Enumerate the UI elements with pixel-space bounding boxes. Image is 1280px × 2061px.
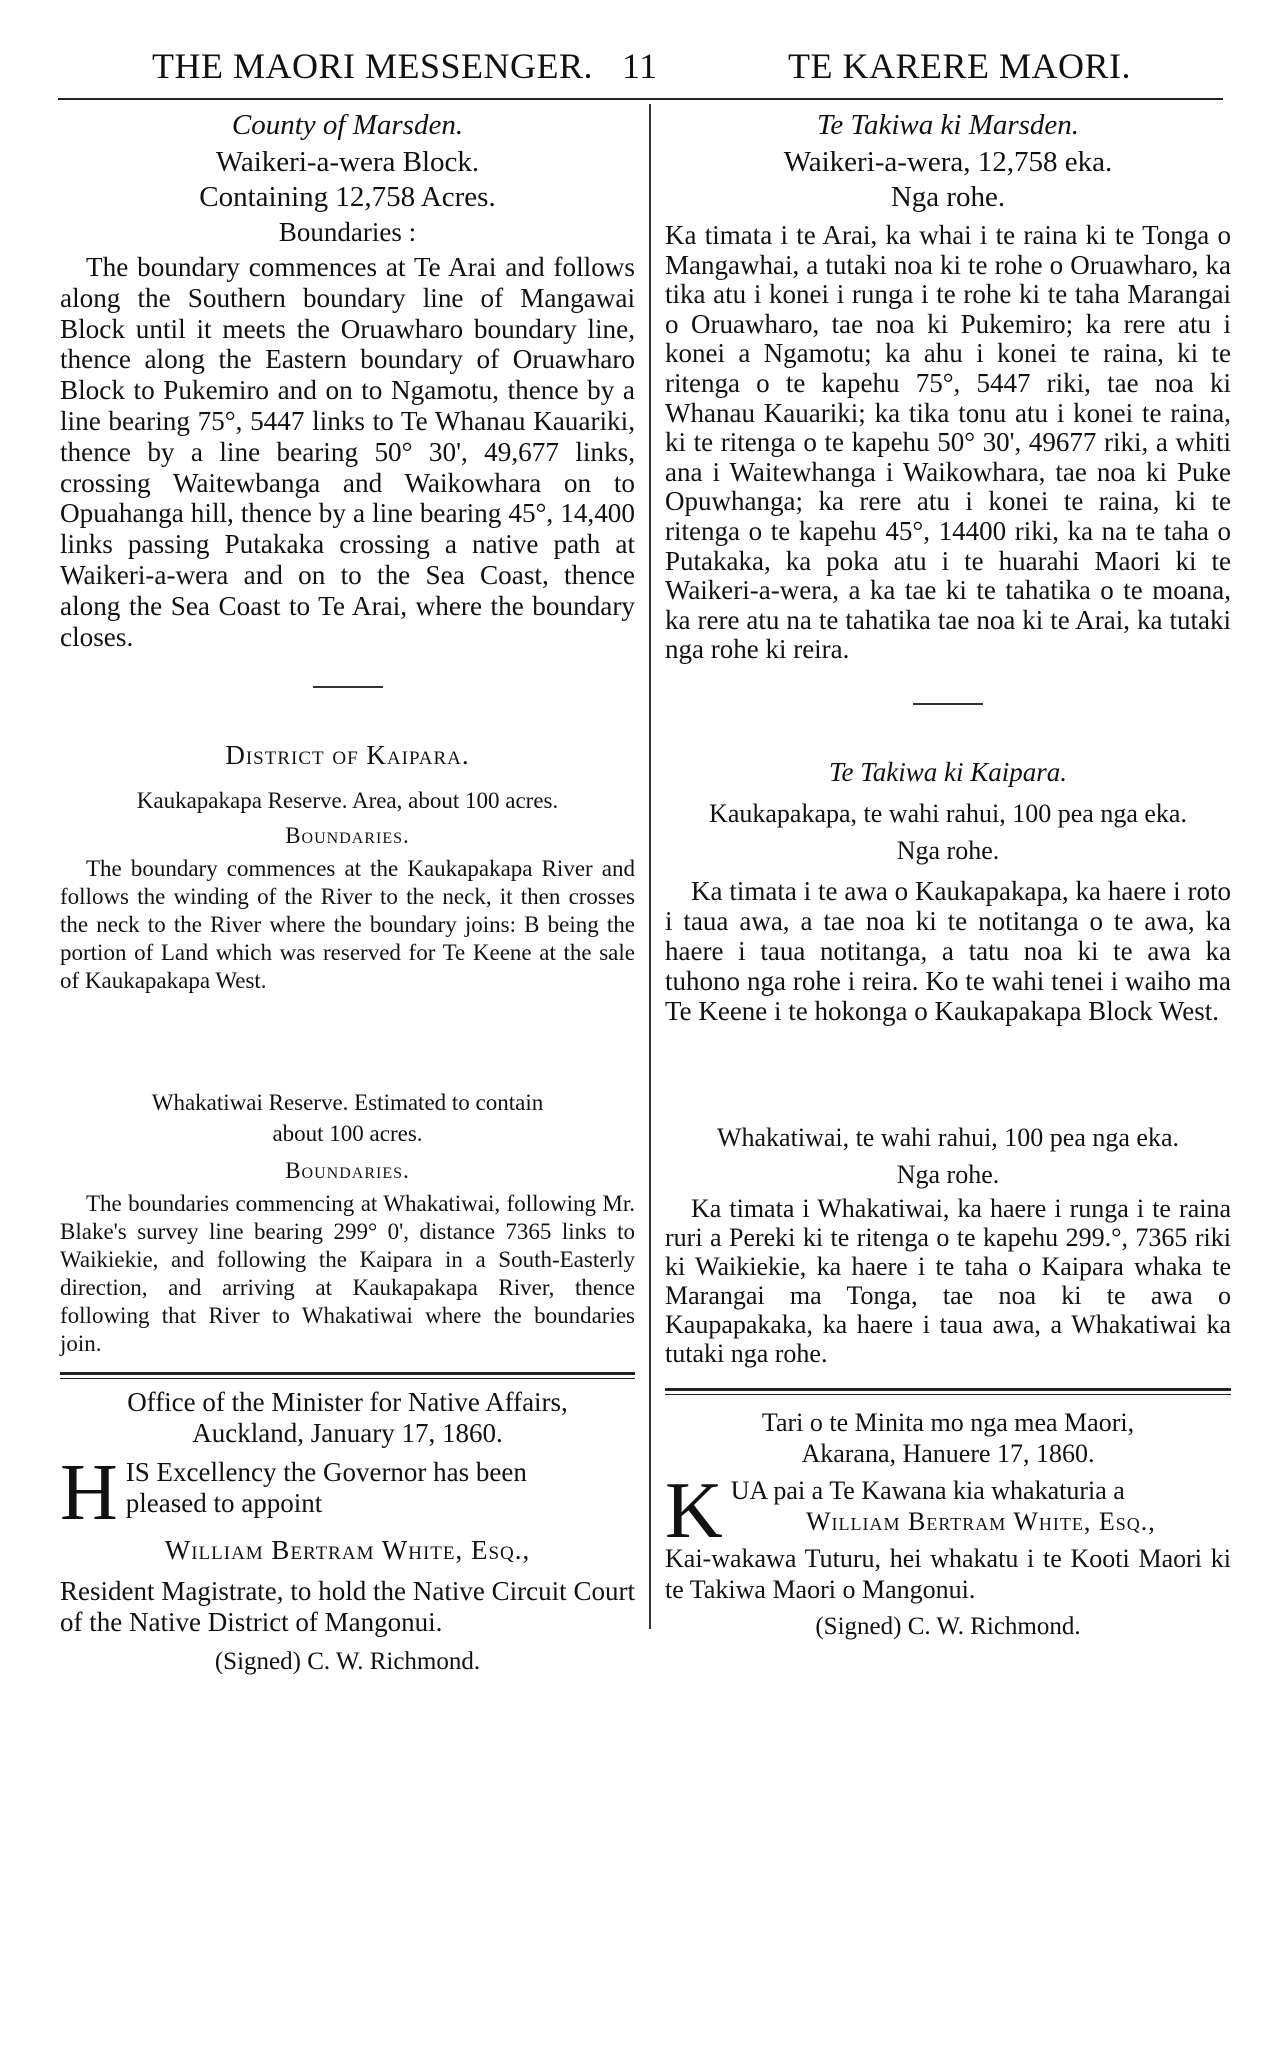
kaipara-reserve-line: Kaukapakapa Reserve. Area, about 100 acres. <box>136 788 559 814</box>
kaipara-body: The boundary commences at the Kaukapakapa River and follows the winding of the River to the neck, it then crosses the neck to the River where the boundary joins: B being the portion of Land which was reserved for Te Keene at the sale of Kaukapakapa West. <box>60 856 635 994</box>
marsden-boundaries-label-maori: Nga rohe. <box>890 181 1006 213</box>
marsden-boundaries-label: Boundaries : <box>278 217 417 247</box>
whakatiwai-boundaries-label-maori: Nga rohe. <box>896 1159 1000 1189</box>
marsden-body: The boundary commences at Te Arai and follows along the Southern boundary line of Mangawai Block until it meets the Oruawharo boundary line, thence along the Eastern boundary of Oruawharo Block to Pukemiro and on to Ngamotu, thence by a line bearing 75°, 5447 links to Te Whanau Kauariki, thence by a line bearing 50° 30', 49,677 links, crossing Waitewbanga and Waikowhara on to Opuahanga hill, thence by a line bearing 45°, 14,400 links passing Putakaka crossing a native path at Waikeri-a-wera and on to the Sea Coast, thence along the Sea Coast to Te Arai, where the boundary closes. <box>60 252 635 652</box>
marsden-containing: Containing 12,758 Acres. <box>199 181 496 213</box>
whakatiwai-body-maori: Ka timata i Whakatiwai, ka haere i runga i te raina ruri a Pereki ki te ritenga o te kapehu 299.°, 7365 riki ki Waikiekie, ka haere i te taha o Kaipara whaka te Marangai ma Tonga, tae noa ki te awa o Kaupapakaka, ka haere i taua awa, a Whakatiwai ka tutaki nga rohe. <box>665 1193 1231 1368</box>
office-body-1: IS Excellency the Governor has been <box>125 1457 527 1488</box>
office-line-1-maori: Tari o te Minita mo nga mea Maori, <box>761 1407 1135 1437</box>
right-column <box>665 110 1231 1642</box>
spacer <box>313 1033 383 1035</box>
kaipara-body-maori: Ka timata i te awa o Kaukapakapa, ka haere i roto i taua awa, a tae noa ki te notitanga o te awa, ka haere i taua notitanga, a tatu noa ki te awa ka tuhono nga rohe i reira. Ko te wahi tenei i waiho ma Te Keene i te hokonga o Kaukapakapa Block West. <box>665 875 1231 1026</box>
whakatiwai-boundaries-label: Boundaries. <box>285 1158 410 1184</box>
office-signature-maori: (Signed) C. W. Richmond. <box>815 1612 1081 1640</box>
whakatiwai-reserve-line-maori: Whakatiwai, te wahi rahui, 100 pea nga eka. <box>716 1122 1180 1152</box>
office-line-2-maori: Akarana, Hanuere 17, 1860. <box>801 1438 1095 1468</box>
whakatiwai-reserve-line-2: about 100 acres. <box>272 1121 423 1147</box>
marsden-block: Waikeri-a-wera Block. <box>215 146 480 178</box>
marsden-block-maori: Waikeri-a-wera, 12,758 eka. <box>783 146 1113 178</box>
kaipara-heading: District of Kaipara. <box>225 740 470 771</box>
masthead-english: THE MAORI MESSENGER. <box>152 46 594 86</box>
kaipara-reserve-line-maori: Kaukapakapa, te wahi rahui, 100 pea nga eka. <box>709 798 1187 828</box>
section-double-rule <box>60 1372 635 1379</box>
office-line-2: Auckland, January 17, 1860. <box>192 1418 503 1449</box>
page-header <box>0 38 1280 98</box>
kaipara-boundaries-label: Boundaries. <box>285 823 410 849</box>
column-divider <box>649 104 651 1629</box>
office-signature: (Signed) C. W. Richmond. <box>214 1648 481 1676</box>
section-rule <box>913 703 983 705</box>
office-role: Resident Magistrate, to hold the Native Circuit Court of the Native District of Mangonui. <box>60 1576 635 1638</box>
marsden-heading-maori: Te Takiwa ki Marsden. <box>816 109 1080 141</box>
whakatiwai-body: The boundaries commencing at Whakatiwai, following Mr. Blake's survey line bearing 299° 0', distance 7365 links to Waikiekie, and following the Kaipara in a South-Easterly direction, and arriving at Kaukapakapa River, thence following that River to Whakatiwai where the boundaries join. <box>60 1191 635 1357</box>
office-dropcap: H <box>60 1457 118 1526</box>
page-number: 11 <box>622 46 658 86</box>
office-body-2-maori: Kai-wakawa Tuturu, hei whakatu i te Kooti Maori ki te Takiwa Maori o Mangonui. <box>665 1543 1231 1604</box>
office-body-2: pleased to appoint <box>125 1488 323 1519</box>
section-double-rule <box>665 1388 1231 1395</box>
left-column <box>60 110 635 1677</box>
office-body-1-maori: UA pai a Te Kawana kia whakaturia a <box>730 1475 1125 1505</box>
whakatiwai-reserve-line-1: Whakatiwai Reserve. Estimated to contain <box>151 1090 544 1116</box>
header-rule <box>58 98 1223 100</box>
kaipara-heading-maori: Te Takiwa ki Kaipara. <box>828 756 1068 787</box>
section-rule <box>313 686 383 688</box>
marsden-heading: County of Marsden. <box>231 109 464 141</box>
office-appointee-maori: William Bertram White, Esq., <box>806 1506 1156 1536</box>
masthead-maori: TE KARERE MAORI. <box>788 46 1131 86</box>
marsden-body-maori: Ka timata i te Arai, ka whai i te raina ki te Tonga o Mangawhai, a tutaki noa ki te rohe o Oruawharo, ka tika atu i konei i runga i te rohe ki te taha Marangai o Oruawharo, tae noa ki Pukemiro; ka rere atu i konei a Ngamotu; ka ahu i konei te raina, ki te ritenga o te kapehu 75°, 5447 riki, tae noa ki Whanau Kauariki; ka tika tonu atu i konei te raina, ki te ritenga o te kapehu 50° 30', 49677 riki, a whiti ana i Waitewhanga i Waikowhara, tae noa ki Puke Opuwhanga; ka rere atu i konei te raina, ki te ritenga o te kapehu 45°, 14400 riki, ka na te taha o Putakaka, ka poka atu i te huarahi Maori ki te Waikeri-a-wera, a ka tae ki te tahatika o te moana, ka rere atu na te tahatika tae noa ki te Arai, ka tutaki nga rohe ki reira. <box>665 220 1231 665</box>
office-dropcap-maori: K <box>665 1474 723 1543</box>
kaipara-boundaries-label-maori: Nga rohe. <box>896 835 1000 865</box>
office-appointee: William Bertram White, Esq., <box>164 1535 531 1566</box>
spacer <box>665 1026 1231 1122</box>
office-line-1: Office of the Minister for Native Affairs, <box>127 1387 568 1418</box>
